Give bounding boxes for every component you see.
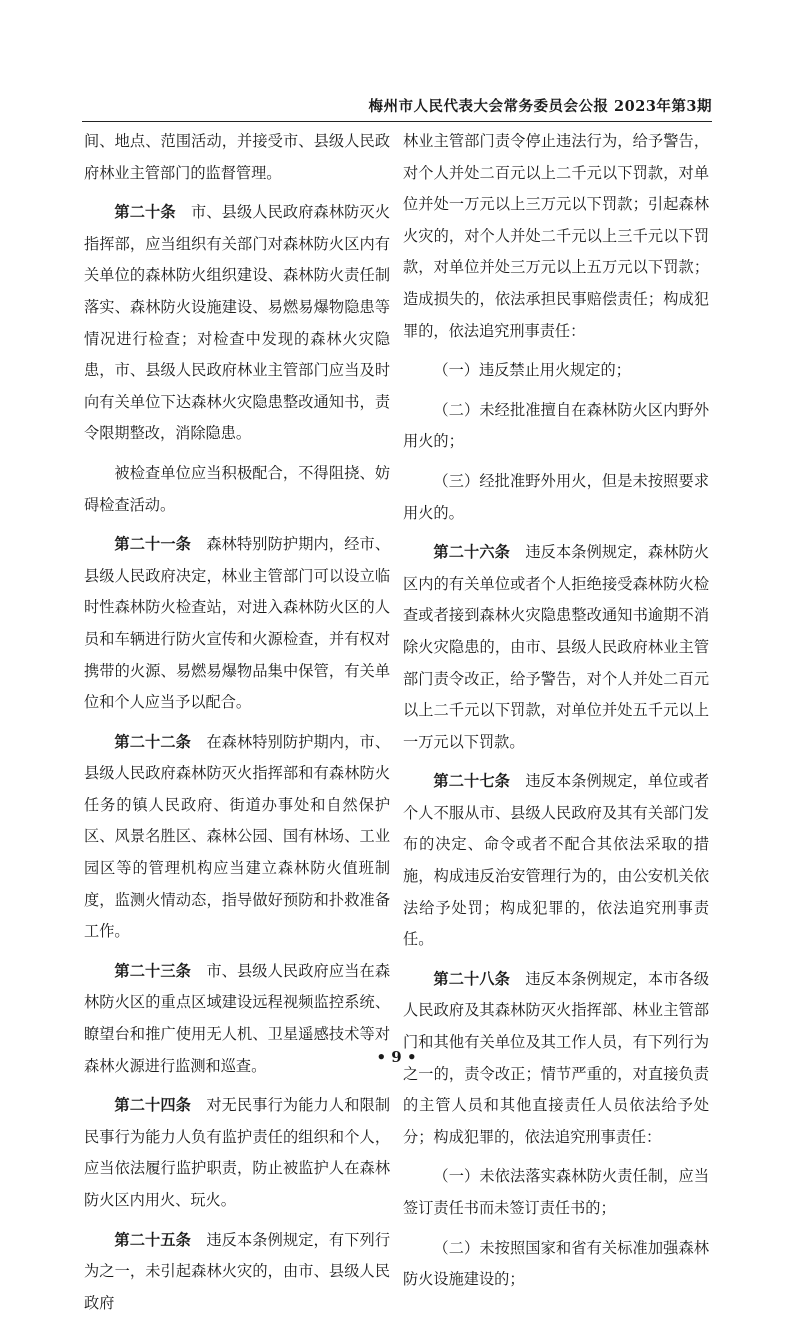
- right-column: [403, 126, 709, 1304]
- page-number: • 9 •: [376, 1048, 417, 1066]
- paragraph: 第二十五条 违反本条例规定，有下列行为之一，未引起森林火灾的，由市、县级人民政府: [84, 1230, 391, 1312]
- paragraph: 第二十七条 违反本条例规定，单位或者个人不服从市、县级人民政府及其有关部门发布的决定、命令或者不配合其依法采取的措施，构成违反治安管理行为的，由公安机关依法给予处罚；构成犯罪的，依法追究刑事责任。: [403, 772, 710, 949]
- article-number: 第二十条: [114, 203, 176, 222]
- running-header: 梅州市人民代表大会常务委员会公报 2023年第3期: [368, 98, 712, 115]
- paragraph: （二）未按照国家和省有关标准加强森林防火设施建设的；: [403, 1238, 709, 1289]
- article-number: 第二十七条: [433, 772, 510, 791]
- paragraph: 第二十二条 在森林特别防护期内，市、县级人民政府森林防灭火指挥部和有森林防火任务的镇人民政府、街道办事处和自然保护区、风景名胜区、森林公园、国有林场、工业园区等的管理机构应当建立森林防火值班制度，监测火情动态，指导做好预防和扑救准备工作。: [84, 732, 391, 941]
- paragraph: （一）违反禁止用火规定的；: [433, 361, 631, 380]
- paragraph: 第二十八条 违反本条例规定，本市各级人民政府及其森林防灭火指挥部、林业主管部门和其他有关单位及其工作人员，有下列行为之一的，责令改正；情节严重的，对直接负责的主管人员和其他直接责任人员依法给予处分；构成犯罪的，依法追究刑事责任：: [403, 969, 710, 1146]
- article-number: 第二十五条: [114, 1230, 191, 1249]
- paragraph: 第二十三条 市、县级人民政府应当在森林防火区的重点区域建设远程视频监控系统、瞭望台和推广使用无人机、卫星遥感技术等对森林火源进行监测和巡查。: [84, 961, 391, 1075]
- article-number: 第二十四条: [114, 1096, 191, 1115]
- paragraph: 被检查单位应当积极配合，不得阻挠、妨碍检查活动。: [84, 463, 390, 514]
- left-column: [84, 126, 390, 1327]
- article-number: 第二十六条: [433, 543, 510, 562]
- article-number: 第二十八条: [433, 969, 510, 988]
- paragraph: 第二十四条 对无民事行为能力人和限制民事行为能力人负有监护责任的组织和个人，应当依法履行监护职责，防止被监护人在森林防火区内用火、玩火。: [84, 1096, 391, 1209]
- paragraph: （二）未经批准擅自在森林防火区内野外用火的；: [403, 400, 709, 451]
- paragraph: （一）未依法落实森林防火责任制，应当签订责任书而未签订责任书的；: [403, 1167, 709, 1217]
- article-number: 第二十二条: [114, 732, 191, 751]
- paragraph: 林业主管部门责令停止违法行为，给予警告，对个人并处二百元以上二千元以下罚款，对单位并处一万元以上三万元以下罚款；引起森林火灾的，对个人并处二千元以上三千元以下罚款，对单位并处三万元以上五万元以下罚款；造成损失的，依法承担民事赔偿责任；构成犯罪的，依法追究刑事责任：: [403, 132, 709, 340]
- paragraph: 间、地点、范围活动，并接受市、县级人民政府林业主管部门的监督管理。: [84, 132, 390, 182]
- header-rule: [82, 121, 712, 122]
- paragraph: 第二十一条 森林特别防护期内，经市、县级人民政府决定，林业主管部门可以设立临时性森林防火检查站，对进入森林防火区的人员和车辆进行防火宣传和火源检查，并有权对携带的火源、易燃易爆物品集中保管，有关单位和个人应当予以配合。: [84, 535, 391, 712]
- paragraph: 第二十六条 违反本条例规定，森林防火区内的有关单位或者个人拒绝接受森林防火检查或者接到森林火灾隐患整改通知书逾期不消除火灾隐患的，由市、县级人民政府林业主管部门责令改正，给予警告，对个人并处二百元以上二千元以下罚款，对单位并处五千元以上一万元以下罚款。: [403, 543, 710, 751]
- paragraph: 第二十条 市、县级人民政府森林防灭火指挥部，应当组织有关部门对森林防火区内有关单位的森林防火组织建设、森林防火责任制落实、森林防火设施建设、易燃易爆物隐患等情况进行检查；对检查中发现的森林火灾隐患，市、县级人民政府林业主管部门应当及时向有关单位下达森林火灾隐患整改通知书，责令限期整改，消除隐患。: [84, 203, 391, 443]
- article-number: 第二十三条: [114, 961, 191, 980]
- paragraph: （三）经批准野外用火，但是未按照要求用火的。: [403, 471, 709, 522]
- article-number: 第二十一条: [114, 535, 191, 554]
